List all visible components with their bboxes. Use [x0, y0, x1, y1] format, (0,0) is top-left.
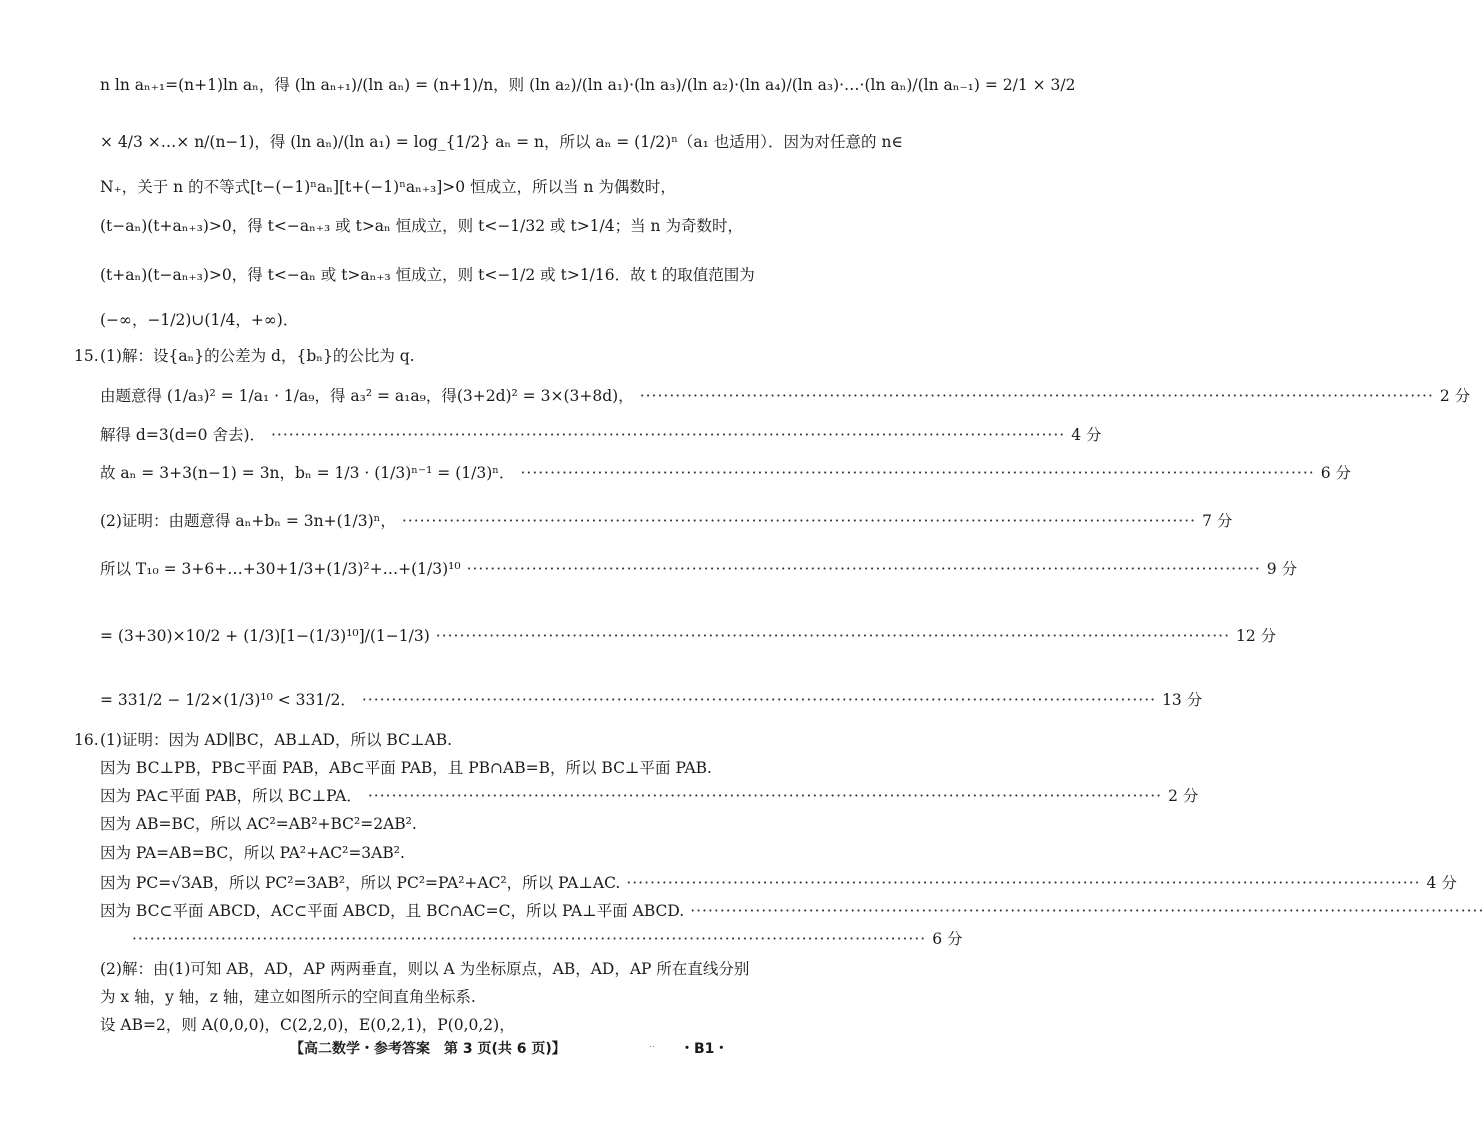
- continuation-line-1: n ln aₙ₊₁=(n+1)ln aₙ，得 (ln aₙ₊₁)/(ln aₙ) = (n+1)/n，则 (ln a₂)/(ln a₁)·(ln a₃)/(ln a₂)·(ln a₄)/(ln a₃)·…·(ln aₙ)/(ln aₙ₋₁) = 2/1 × 3/2: [100, 76, 1076, 94]
- leader-dots: [271, 422, 1065, 448]
- leader-dots: [626, 870, 1420, 896]
- step-text: = (3+30)×10/2 + (1/3)[1−(1/3)¹⁰]/(1−1/3): [100, 627, 430, 645]
- q16-line-7: [100, 898, 725, 924]
- q16-line-6: [100, 870, 1457, 896]
- q15-step-6: [100, 623, 1277, 649]
- step-text: (2)证明：由题意得 aₙ+bₙ = 3n+(1/3)ⁿ，: [100, 512, 396, 530]
- q16-line-9: (2)解：由(1)可知 AB，AD，AP 两两垂直，则以 A 为坐标原点，AB，AD，AP 所在直线分别: [100, 960, 750, 978]
- step-score: 6 分: [932, 930, 963, 948]
- leader-dots: [362, 687, 1156, 713]
- step-text: 由题意得 (1/a₃)² = 1/a₁ · 1/a₉，得 a₃² = a₁a₉，得(3+2d)² = 3×(3+8d)，: [100, 387, 634, 405]
- continuation-line-2: × 4/3 ×…× n/(n−1)，得 (ln aₙ)/(ln a₁) = log_{1/2} aₙ = n，所以 aₙ = (1/2)ⁿ（a₁ 也适用）．因为对任意的 n∈: [100, 133, 903, 151]
- continuation-line-4: (t−aₙ)(t+aₙ₊₃)>0，得 t<−aₙ₊₃ 或 t>aₙ 恒成立，则 t<−1/32 或 t>1/4；当 n 为奇数时，: [100, 217, 743, 235]
- leader-dots: [520, 460, 1314, 486]
- q16-line-1: [74, 727, 725, 753]
- footer-tick: ..: [649, 1040, 655, 1050]
- q16-line-2: 因为 BC⊥PB，PB⊂平面 PAB，AB⊂平面 PAB，且 PB∩AB=B，所以 BC⊥平面 PAB.: [100, 759, 712, 777]
- step-score: 2 分: [1168, 787, 1199, 805]
- leader-dots: [368, 783, 1162, 809]
- leader-dots: [436, 623, 1230, 649]
- q15-step-7: [100, 687, 1203, 713]
- q15-step-1: [100, 383, 1471, 409]
- q16-label: 16.: [74, 731, 99, 749]
- footer-code: ・B1・: [680, 1041, 729, 1057]
- step-text: 所以 T₁₀ = 3+6+…+30+1/3+(1/3)²+…+(1/3)¹⁰: [100, 560, 461, 578]
- q16-line-3: [100, 783, 1199, 809]
- step-score: 2 分: [1439, 387, 1471, 405]
- q15-intro: (1)解：设{aₙ}的公差为 d，{bₙ}的公比为 q.: [100, 347, 415, 365]
- step-text: 因为 PC=√3AB，所以 PC²=3AB²，所以 PC²=PA²+AC²，所以 PA⊥AC.: [100, 874, 621, 892]
- leader-dots: [402, 508, 1196, 534]
- step-score: 13 分: [1162, 691, 1203, 709]
- step-score: 4 分: [1071, 426, 1102, 444]
- q15-step-2: [100, 422, 1102, 448]
- q16-line-5: 因为 PA=AB=BC，所以 PA²+AC²=3AB².: [100, 844, 405, 862]
- step-text: 解得 d=3(d=0 舍去)．: [100, 426, 265, 444]
- leader-dots: [467, 556, 1261, 582]
- step-text: 故 aₙ = 3+3(n−1) = 3n，bₙ = 1/3 · (1/3)ⁿ⁻¹ = (1/3)ⁿ．: [100, 464, 515, 482]
- continuation-line-3: N₊，关于 n 的不等式[t−(−1)ⁿaₙ][t+(−1)ⁿaₙ₊₃]>0 恒成立，所以当 n 为偶数时，: [100, 178, 676, 196]
- footer-title: 【高二数学・参考答案 第 3 页(共 6 页)】: [290, 1041, 566, 1057]
- q15-step-5: [100, 556, 1298, 582]
- step-score: 9 分: [1266, 560, 1298, 578]
- continuation-line-6: (−∞，−1/2)∪(1/4，+∞)．: [100, 311, 299, 329]
- q16-text: (1)证明：因为 AD∥BC，AB⊥AD，所以 BC⊥AB.: [100, 731, 453, 749]
- leader-dots: [640, 383, 1434, 409]
- step-score: 7 分: [1202, 512, 1233, 530]
- q15-step-4: [100, 508, 1233, 534]
- q16-line-11: 设 AB=2，则 A(0,0,0)，C(2,2,0)，E(0,2,1)，P(0,0,2)，: [100, 1016, 515, 1034]
- q15-step-3: [100, 460, 1351, 486]
- q16-line-10: 为 x 轴，y 轴，z 轴，建立如图所示的空间直角坐标系.: [100, 988, 476, 1006]
- step-score: 12 分: [1236, 627, 1277, 645]
- step-text: 因为 BC⊂平面 ABCD，AC⊂平面 ABCD，且 BC∩AC=C，所以 PA⊥平面 ABCD.: [100, 902, 685, 920]
- q15-label: 15.: [74, 347, 99, 365]
- q15-header: [74, 343, 725, 369]
- continuation-line-5: (t+aₙ)(t−aₙ₊₃)>0，得 t<−aₙ 或 t>aₙ₊₃ 恒成立，则 t<−1/2 或 t>1/16．故 t 的取值范围为: [100, 266, 755, 284]
- leader-dots: [132, 926, 926, 952]
- step-text: = 331/2 − 1/2×(1/3)¹⁰ < 331/2．: [100, 691, 356, 709]
- leader-dots: [690, 898, 730, 924]
- step-score: 4 分: [1426, 874, 1457, 892]
- q16-line-4: 因为 AB=BC，所以 AC²=AB²+BC²=2AB².: [100, 815, 417, 833]
- page-footer: [0, 1038, 800, 1060]
- q16-line-8: [132, 926, 963, 952]
- step-score: 6 分: [1320, 464, 1351, 482]
- step-text: 因为 PA⊂平面 PAB，所以 BC⊥PA．: [100, 787, 362, 805]
